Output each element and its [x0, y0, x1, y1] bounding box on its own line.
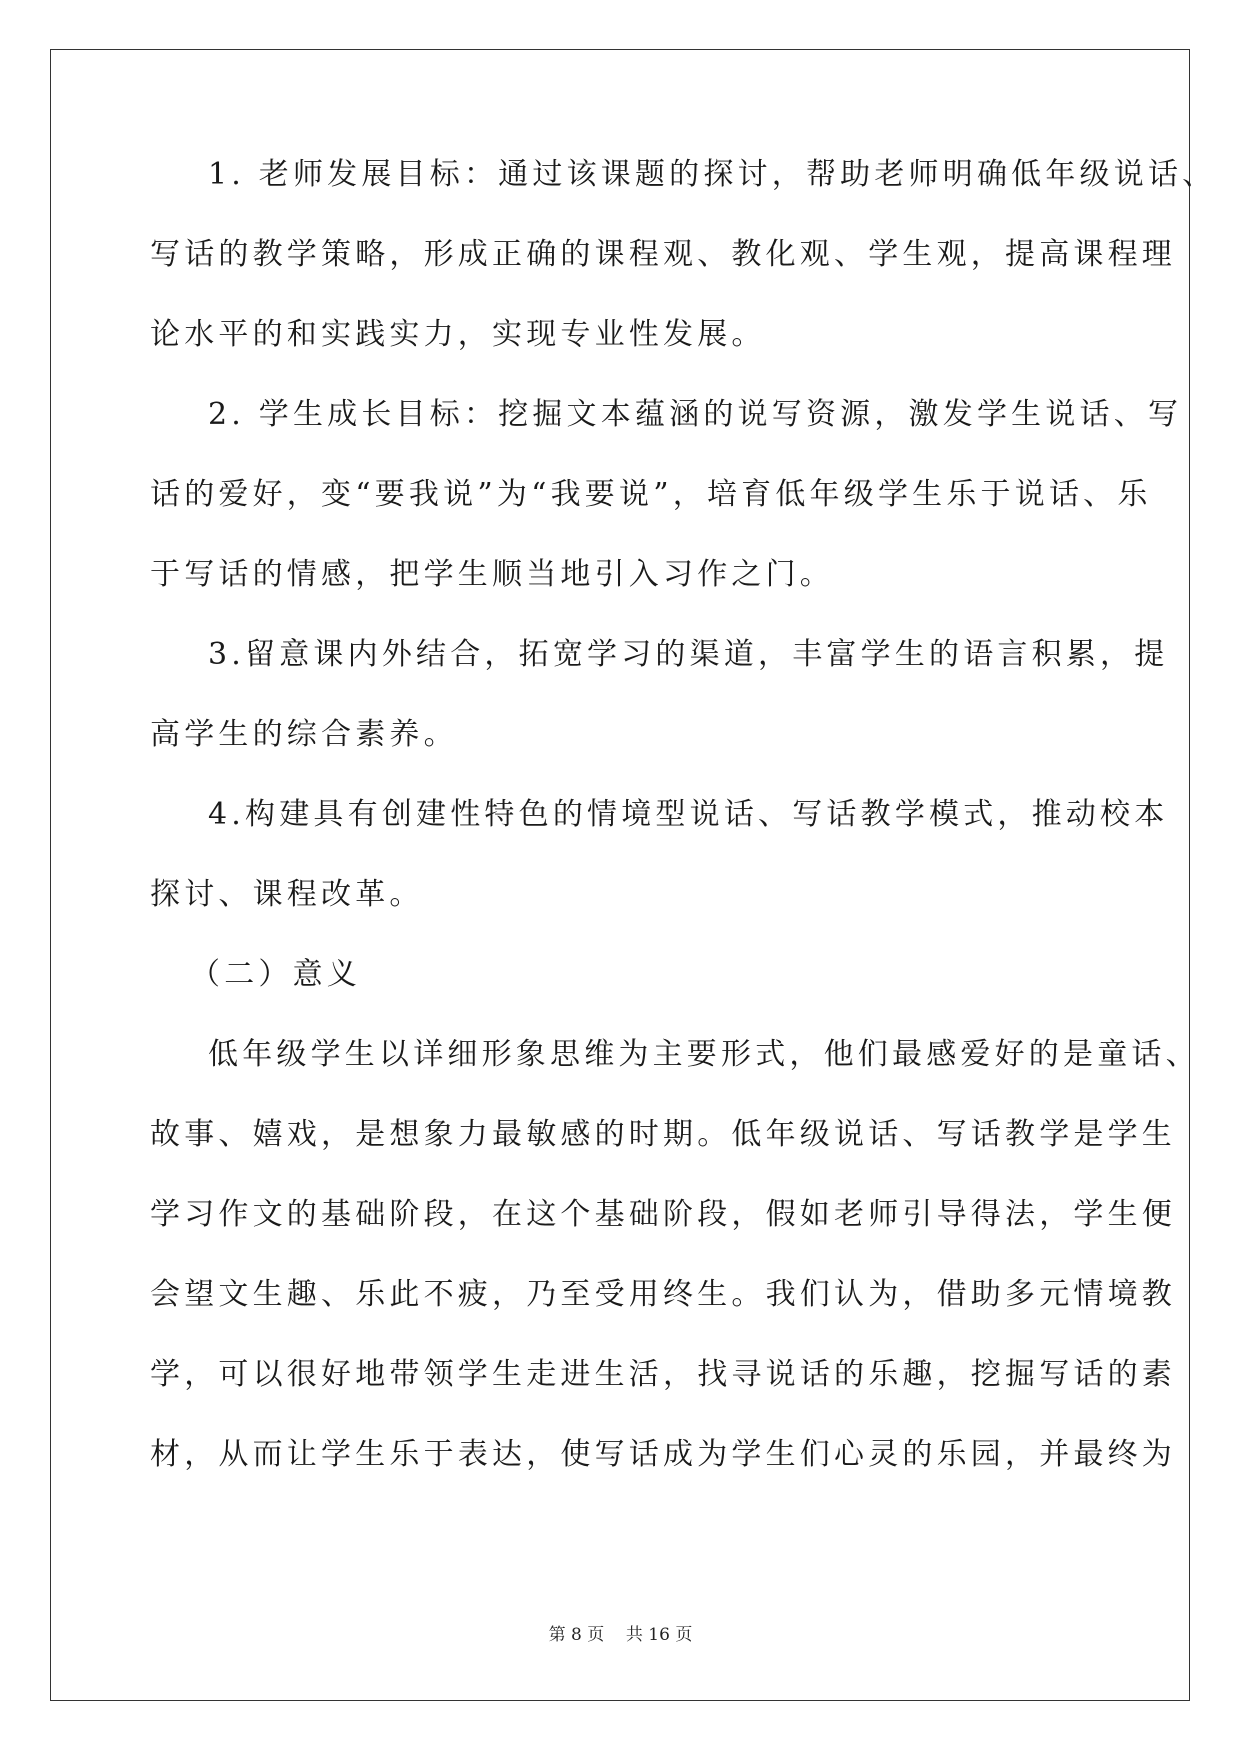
significance-line-1: 低年级学生以详细形象思维为主要形式，他们最感爱好的是童话、 — [208, 1037, 1200, 1072]
page-number-footer: 第 8 页 共 16 页 — [548, 1625, 693, 1645]
goal-1-line-3: 论水平的和实践实力，实现专业性发展。 — [150, 317, 766, 352]
significance-line-6: 材，从而让学生乐于表达，使写话成为学生们心灵的乐园，并最终为 — [150, 1437, 1176, 1472]
section-heading: （二）意义 — [190, 957, 361, 992]
significance-line-5: 学，可以很好地带领学生走进生活，找寻说话的乐趣，挖掘写话的素 — [150, 1357, 1176, 1392]
goal-3-line-2: 高学生的综合素养。 — [150, 717, 458, 752]
goal-1-line-2: 写话的教学策略，形成正确的课程观、教化观、学生观，提高课程理 — [150, 237, 1176, 272]
significance-line-3: 学习作文的基础阶段，在这个基础阶段，假如老师引导得法，学生便 — [150, 1197, 1176, 1232]
goal-4-line-2: 探讨、课程改革。 — [150, 877, 424, 912]
goal-3-line-1: 3.留意课内外结合，拓宽学习的渠道，丰富学生的语言积累，提 — [208, 637, 1169, 672]
goal-2-line-3: 于写话的情感，把学生顺当地引入习作之门。 — [150, 557, 834, 592]
significance-line-2: 故事、嬉戏，是想象力最敏感的时期。低年级说话、写话教学是学生 — [150, 1117, 1176, 1152]
goal-2-line-2: 话的爱好，变“要我说”为“我要说”，培育低年级学生乐于说话、乐 — [150, 477, 1152, 512]
goal-4-line-1: 4.构建具有创建性特色的情境型说话、写话教学模式，推动校本 — [208, 797, 1169, 832]
goal-2-line-1: 2. 学生成长目标：挖掘文本蕴涵的说写资源，激发学生说话、写 — [208, 397, 1183, 432]
significance-line-4: 会望文生趣、乐此不疲，乃至受用终生。我们认为，借助多元情境教 — [150, 1277, 1176, 1312]
goal-1-line-1: 1. 老师发展目标：通过该课题的探讨，帮助老师明确低年级说话、 — [208, 157, 1217, 192]
document-body — [150, 157, 1217, 1520]
